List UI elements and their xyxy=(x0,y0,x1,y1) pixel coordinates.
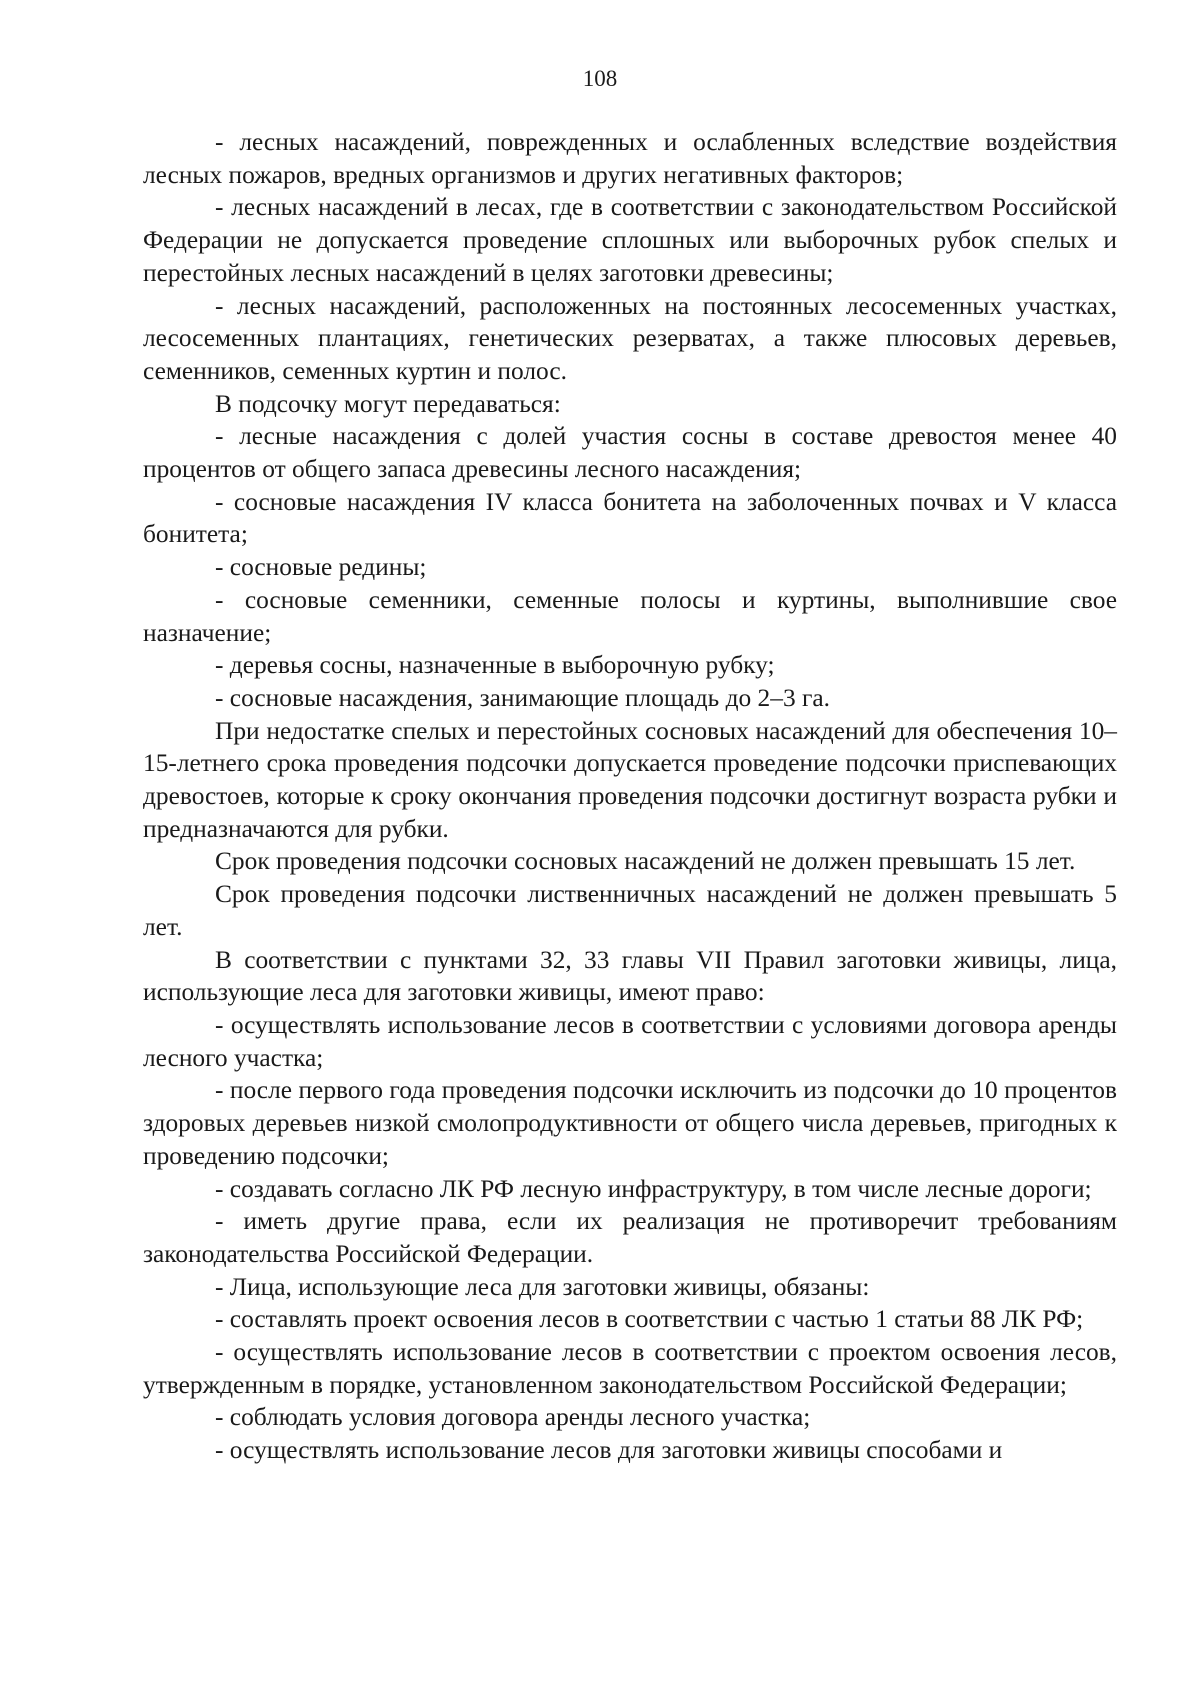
paragraph: - лесные насаждения с долей участия сосны в составе древостоя менее 40 процентов от общего запаса древесины лесного насаждения; xyxy=(143,422,1117,484)
paragraph: - после первого года проведения подсочки исключить из подсочки до 10 процентов здоровых деревьев низкой смолопродуктивности от общего числа деревьев, пригодных к проведению подсочки; xyxy=(143,1076,1117,1170)
paragraph: - создавать согласно ЛК РФ лесную инфраструктуру, в том числе лесные дороги; xyxy=(215,1174,1092,1203)
paragraph: - сосновые семенники, семенные полосы и куртины, выполнившие свое назначение; xyxy=(143,585,1117,647)
paragraph: Срок проведения подсочки лиственничных насаждений не должен превышать 5 лет. xyxy=(143,880,1117,941)
paragraph: - сосновые редины; xyxy=(215,553,427,582)
paragraph: - лесных насаждений, поврежденных и ослабленных вследствие воздействия лесных пожаров, вредных организмов и других негативных факторов; xyxy=(143,128,1117,189)
paragraph: В соответствии с пунктами 32, 33 главы VII Правил заготовки живицы, лица, использующие леса для заготовки живицы, имеют право: xyxy=(143,945,1117,1007)
paragraph: При недостатке спелых и перестойных сосновых насаждений для обеспечения 10–15-летнего срока проведения подсочки допускается проведение подсочки приспевающих древостоев, которые к сроку окончания проведения подсочки достигнут возраста рубки и предназначаются для рубки. xyxy=(143,716,1117,843)
paragraph: - осуществлять использование лесов для заготовки живицы способами и xyxy=(215,1436,1003,1465)
paragraph: - деревья сосны, назначенные в выборочную рубку; xyxy=(215,651,775,680)
paragraph: - сосновые насаждения IV класса бонитета на заболоченных почвах и V класса бонитета; xyxy=(143,487,1117,549)
paragraph: - лесных насаждений в лесах, где в соответствии с законодательством Российской Федерации не допускается проведение сплошных или выборочных рубок спелых и перестойных лесных насаждений в целях заготовки древесины; xyxy=(143,193,1117,287)
paragraph: - соблюдать условия договора аренды лесного участка; xyxy=(215,1403,811,1432)
document-body xyxy=(143,126,1117,1467)
paragraph: - иметь другие права, если их реализация не противоречит требованиям законодательства Российской Федерации. xyxy=(143,1207,1117,1268)
paragraph: - лесных насаждений, расположенных на постоянных лесосеменных участках, лесосеменных плантациях, генетических резерватах, а также плюсовых деревьев, семенников, семенных куртин и полос. xyxy=(143,291,1117,385)
page-number: 108 xyxy=(582,66,618,91)
paragraph: Срок проведения подсочки сосновых насаждений не должен превышать 15 лет. xyxy=(215,847,1076,876)
paragraph: - осуществлять использование лесов в соответствии с условиями договора аренды лесного участка; xyxy=(143,1010,1117,1072)
paragraph: - сосновые насаждения, занимающие площадь до 2–3 га. xyxy=(215,683,831,712)
paragraph: В подсочку могут передаваться: xyxy=(215,389,561,418)
paragraph: - составлять проект освоения лесов в соответствии с частью 1 статьи 88 ЛК РФ; xyxy=(215,1305,1084,1334)
paragraph: - осуществлять использование лесов в соответствии с проектом освоения лесов, утвержденным в порядке, установленном законодательством Российской Федерации; xyxy=(143,1338,1117,1399)
paragraph: - Лица, использующие леса для заготовки живицы, обязаны: xyxy=(215,1272,870,1301)
